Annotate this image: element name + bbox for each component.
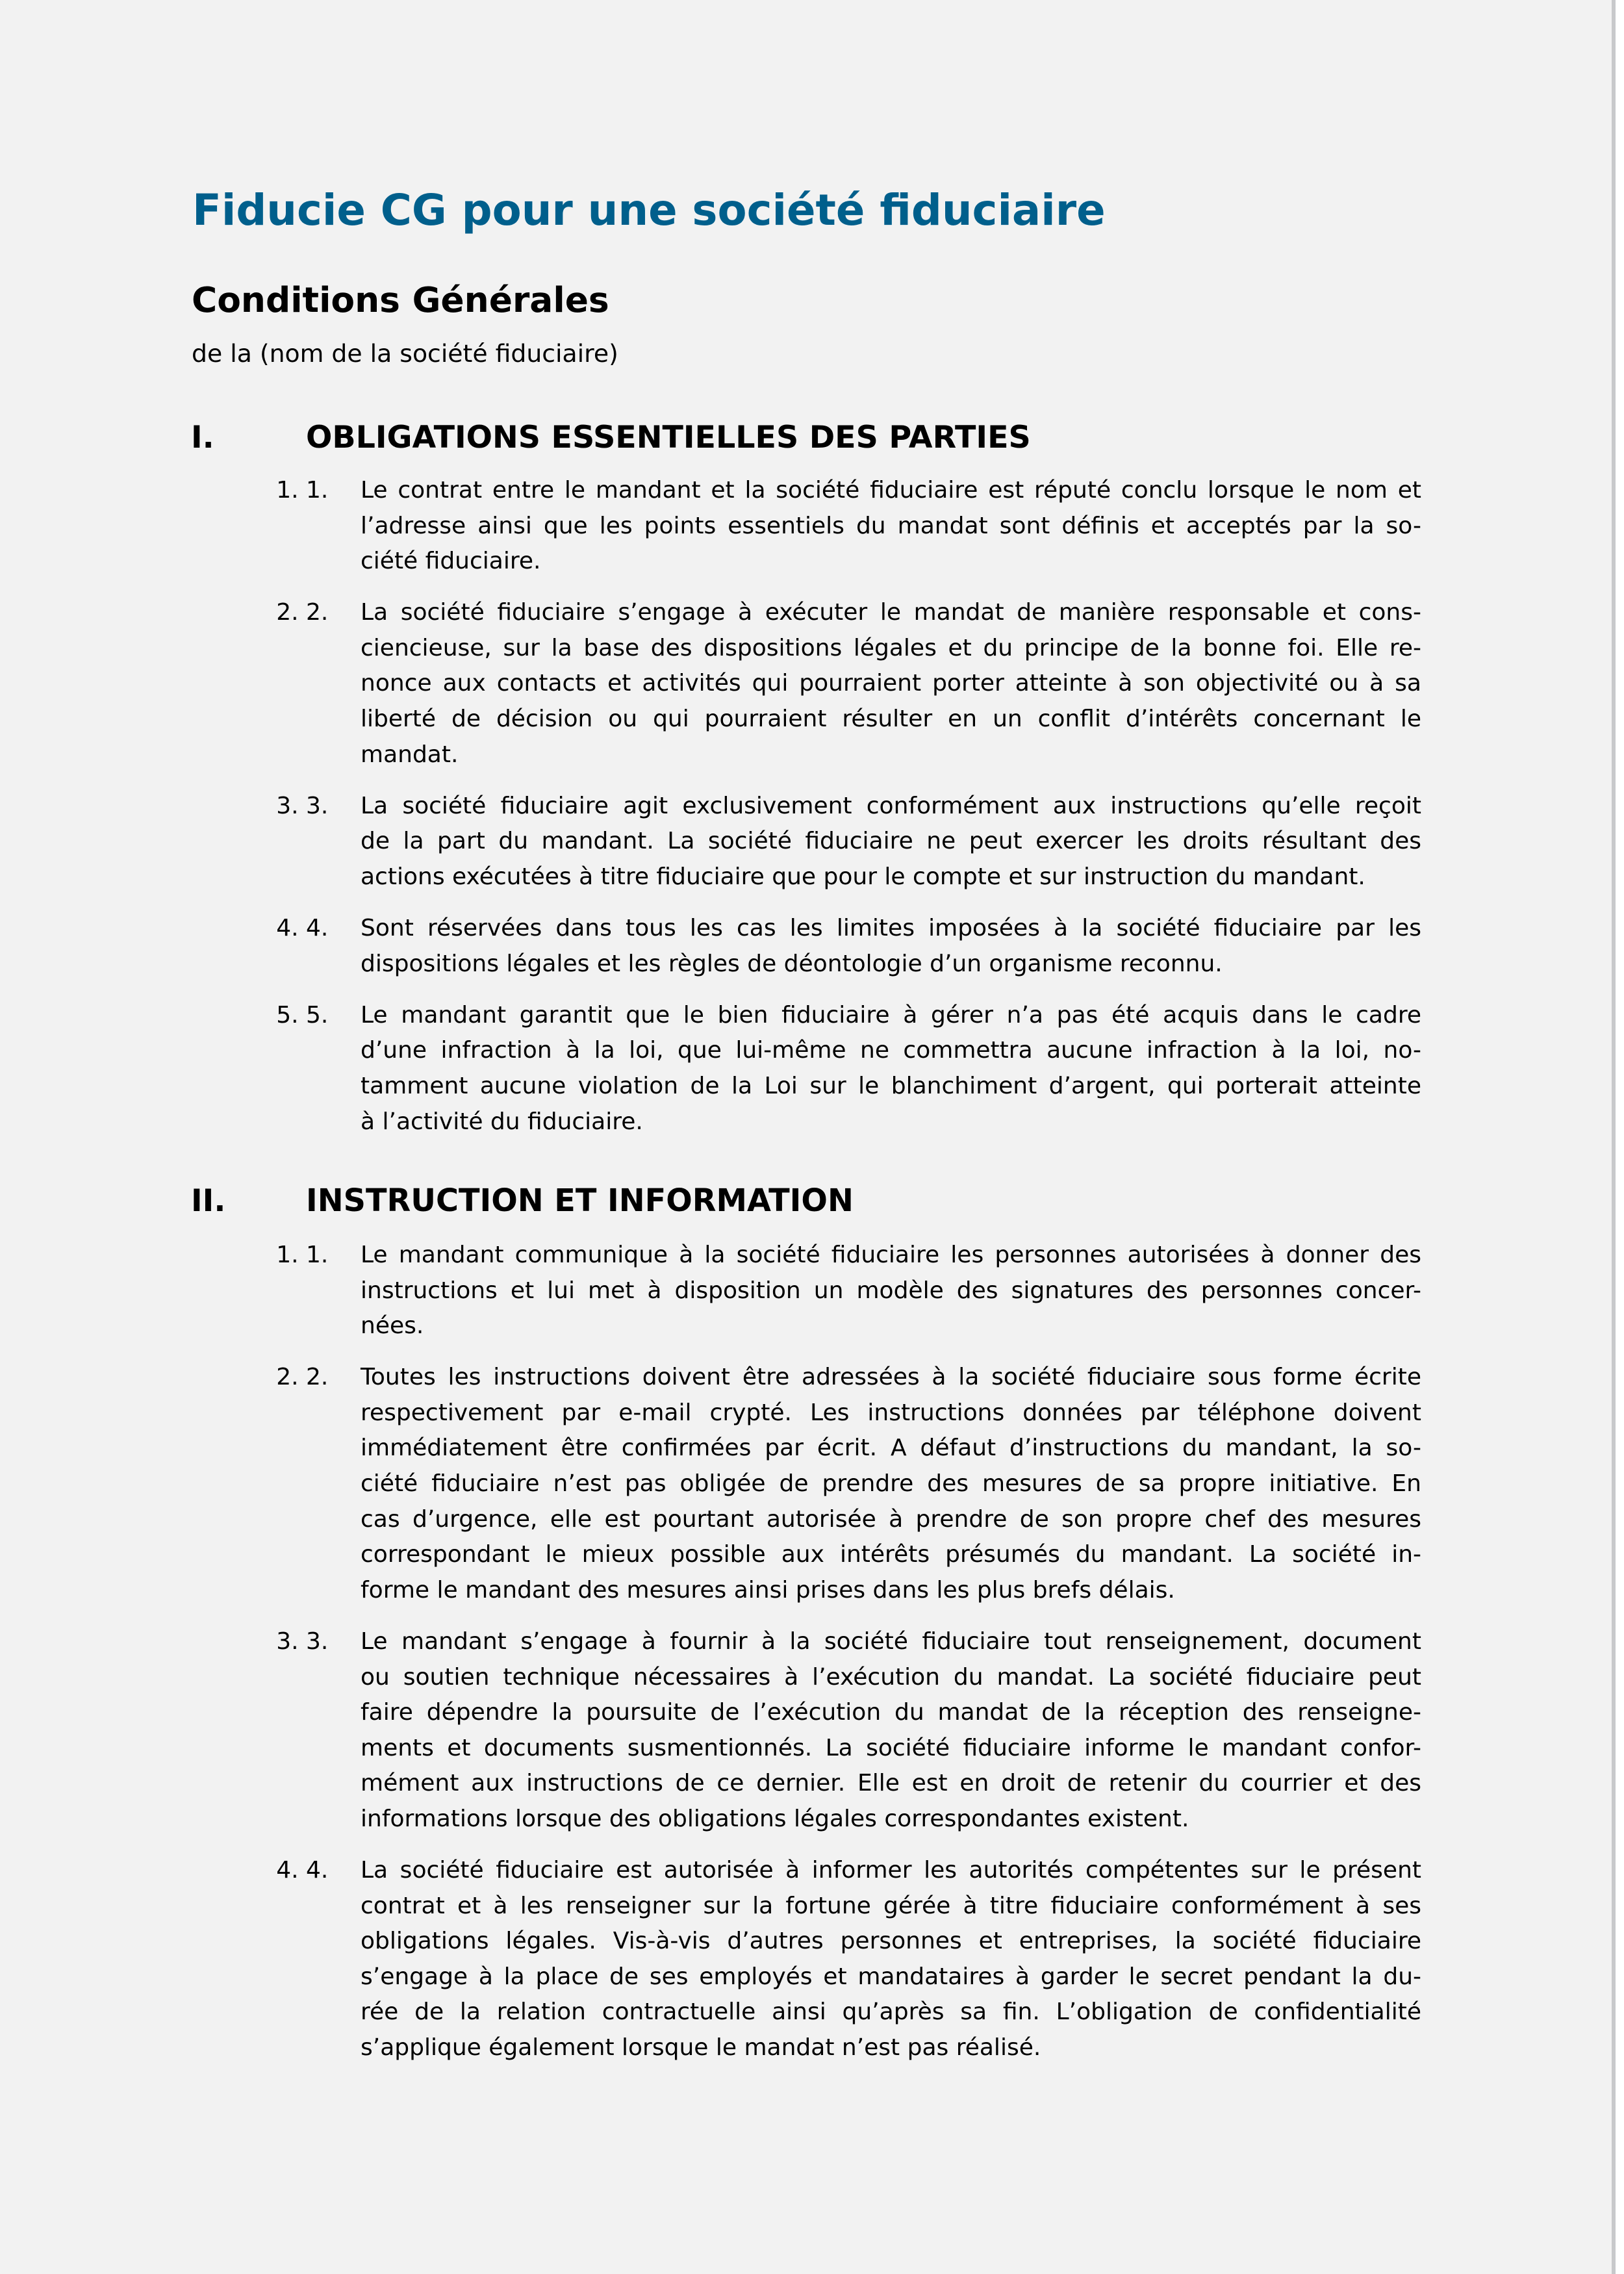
item-text-line: d’une infraction à la loi, que lui-même ne commettra aucune infraction à la loi, no- <box>361 1037 1421 1064</box>
section-list <box>306 473 1421 1156</box>
item-text-line: mandat. <box>361 741 459 768</box>
item-text-line: Le mandant s’engage à fournir à la société fiduciaire tout renseignement, document <box>361 1628 1421 1655</box>
list-item <box>306 911 1421 982</box>
item-text-line: Sont réservées dans tous les cas les limites imposées à la société fiduciaire par les <box>361 915 1421 942</box>
item-text-line: tamment aucune violation de la Loi sur le blanchiment d’argent, qui porterait atteinte <box>361 1072 1421 1099</box>
item-text-line: mément aux instructions de ce dernier. Elle est en droit de retenir du courrier et des <box>361 1770 1421 1797</box>
item-text-line: de la part du mandant. La société fiduciaire ne peut exercer les droits résultant des <box>361 828 1421 855</box>
document-title: Fiducie CG pour une société fiduciaire <box>192 186 1106 236</box>
item-text-line: informations lorsque des obligations légales correspondantes existent. <box>361 1805 1189 1832</box>
item-text-line: Toutes les instructions doivent être adressées à la société fiduciaire sous forme écrite <box>361 1364 1421 1391</box>
item-text-line: instructions et lui met à disposition un modèle des signatures des personnes concer- <box>361 1277 1421 1304</box>
list-item <box>306 595 1421 773</box>
list-item <box>306 1853 1421 2066</box>
item-text-line: immédiatement être confirmées par écrit. A défaut d’instructions du mandant, la so- <box>361 1435 1421 1462</box>
item-number: 3. 3. <box>306 1628 329 1655</box>
list-item <box>306 1360 1421 1608</box>
item-text-line: contrat et à les renseigner sur la fortune gérée à titre fiduciaire conformément à ses <box>361 1892 1421 1919</box>
item-number: 2. 2. <box>306 599 329 626</box>
document-intro: de la (nom de la société fiduciaire) <box>192 339 618 368</box>
section-list <box>306 1238 1421 2082</box>
list-item <box>306 998 1421 1140</box>
item-text-line: rée de la relation contractuelle ainsi qu’après sa fin. L’obligation de confidentialité <box>361 1999 1421 2026</box>
item-text-line: actions exécutées à titre fiduciaire que pour le compte et sur instruction du mandant. <box>361 863 1365 890</box>
page-edge-shadow <box>1612 0 1616 2274</box>
item-text-line: nées. <box>361 1312 424 1340</box>
item-text-line: ciencieuse, sur la base des dispositions légales et du principe de la bonne foi. Elle re- <box>361 634 1421 661</box>
item-text-line: Le contrat entre le mandant et la société fiduciaire est réputé conclu lorsque le nom et <box>361 477 1421 504</box>
item-text-line: s’applique également lorsque le mandat n’est pas réalisé. <box>361 2034 1041 2061</box>
item-text-line: ou soutien technique nécessaires à l’exécution du mandat. La société fiduciaire peut <box>361 1663 1421 1691</box>
document-subtitle: Conditions Générales <box>192 279 609 320</box>
item-text-line: obligations légales. Vis-à-vis d’autres personnes et entreprises, la société fiduciaire <box>361 1928 1421 1955</box>
item-number: 1. 1. <box>306 1242 329 1268</box>
item-text-line: l’adresse ainsi que les points essentiels du mandat sont définis et acceptés par la so- <box>361 512 1421 539</box>
item-number: 4. 4. <box>306 1857 329 1884</box>
list-item <box>306 1624 1421 1837</box>
item-text-line: à l’activité du fiduciaire. <box>361 1108 643 1135</box>
item-number: 1. 1. <box>306 477 329 504</box>
section-title: OBLIGATIONS ESSENTIELLES DES PARTIES <box>306 419 1031 455</box>
item-text-line: La société fiduciaire s’engage à exécuter le mandat de manière responsable et cons- <box>361 599 1421 626</box>
item-text-line: forme le mandant des mesures ainsi prises dans les plus brefs délais. <box>361 1576 1175 1603</box>
item-text-line: correspondant le mieux possible aux intérêts présumés du mandant. La société in- <box>361 1541 1421 1568</box>
item-text-line: ciété fiduciaire. <box>361 548 541 575</box>
item-text-line: liberté de décision ou qui pourraient résulter en un conflit d’intérêts concernant le <box>361 706 1421 733</box>
list-item <box>306 1238 1421 1344</box>
item-text-line: s’engage à la place de ses employés et mandataires à garder le secret pendant la du- <box>361 1963 1421 1990</box>
list-item <box>306 473 1421 580</box>
item-text-line: faire dépendre la poursuite de l’exécution du mandat de la réception des renseigne- <box>361 1699 1421 1726</box>
item-number: 5. 5. <box>306 1001 329 1028</box>
list-item <box>306 789 1421 895</box>
item-text-line: ciété fiduciaire n’est pas obligée de prendre des mesures de sa propre initiative. En <box>361 1470 1421 1498</box>
item-text-line: Le mandant communique à la société fiduciaire les personnes autorisées à donner des <box>361 1242 1421 1268</box>
item-number: 2. 2. <box>306 1364 329 1391</box>
item-text-line: respectivement par e-mail crypté. Les instructions données par téléphone doivent <box>361 1399 1421 1426</box>
item-number: 3. 3. <box>306 792 329 819</box>
section-number: II. <box>191 1182 226 1219</box>
section-title: INSTRUCTION ET INFORMATION <box>306 1182 854 1219</box>
section-number: I. <box>191 419 214 455</box>
item-text-line: dispositions légales et les règles de déontologie d’un organisme reconnu. <box>361 950 1223 977</box>
item-text-line: ments et documents susmentionnés. La société fiduciaire informe le mandant confor- <box>361 1734 1421 1761</box>
item-text-line: nonce aux contacts et activités qui pourraient porter atteinte à son objectivité ou à sa <box>361 670 1421 697</box>
item-text-line: cas d’urgence, elle est pourtant autorisée à prendre de son propre chef des mesures <box>361 1505 1421 1533</box>
item-text-line: La société fiduciaire est autorisée à informer les autorités compétentes sur le présent <box>361 1857 1421 1884</box>
item-text-line: La société fiduciaire agit exclusivement conformément aux instructions qu’elle reçoit <box>361 792 1421 819</box>
item-text-line: Le mandant garantit que le bien fiduciaire à gérer n’a pas été acquis dans le cadre <box>361 1001 1421 1028</box>
item-number: 4. 4. <box>306 915 329 942</box>
